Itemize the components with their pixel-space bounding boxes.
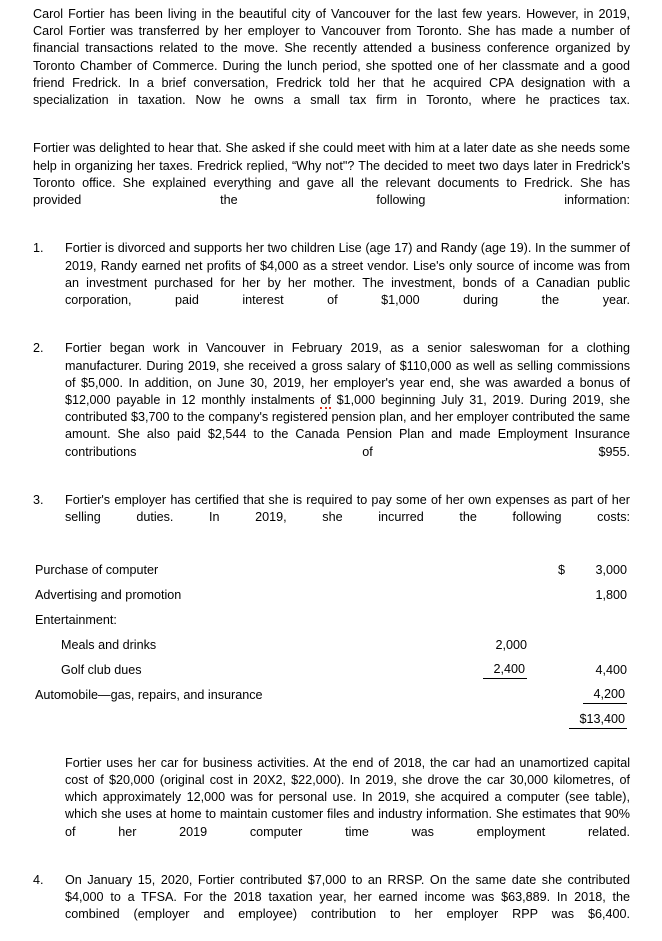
expense-outer-amount: 1,800 bbox=[595, 588, 627, 603]
list-item-2-text-before-error: Fortier began work in Vancouver in February 2019, as a senior saleswoman for a clothing manufacturer. During 2019, she received a gross salary of $110,000 as well as selling commissions of $5,000. In addition, on June 30, 2019, her employer's year end, she was awarded a bonus of $12,000 payable in 12 monthly instalments bbox=[65, 341, 630, 408]
spellcheck-error-word: of bbox=[320, 393, 331, 408]
expense-outer-amount-underlined: 4,200 bbox=[565, 683, 627, 708]
expense-table bbox=[35, 558, 627, 733]
expense-label: Meals and drinks bbox=[61, 638, 157, 653]
expense-currency-symbol bbox=[527, 583, 565, 608]
expense-currency-symbol bbox=[527, 683, 565, 708]
paragraph-intro: Carol Fortier has been living in the beautiful city of Vancouver for the last few years. However, in 2019, Carol Fortier was transferred by her employer to Vancouver from Toronto. She has made a number of financial transactions related to the move. She recently attended a business conference organized by Toronto Chamber of Commerce. During the lunch period, she spotted one of her classmate and a good friend Fredrick. In a brief conversation, Fredrick told her that he acquired CPA designation with a specialization in taxation. Now he owns a small tax firm in Toronto, where he practices tax. bbox=[33, 7, 630, 108]
expense-total-inner-empty bbox=[461, 708, 527, 733]
list-item-1-text: Fortier is divorced and supports her two children Lise (age 17) and Randy (age 19). In the summer of 2019, Randy earned net profits of $4,000 as a street vendor. Lise's only source of income was from an investment purchased for her by her mother. The investment, bonds of a Canadian public corporation, paid interest of $1,000 during the year. bbox=[65, 241, 630, 308]
expense-total-amount: $13,400 bbox=[565, 708, 627, 733]
list-item-3-text: Fortier's employer has certified that she is required to pay some of her own expenses as part of her selling duties. In 2019, she incurred the following costs: bbox=[65, 493, 630, 525]
list-item-2-number: 2. bbox=[33, 341, 44, 356]
expense-inner-amount bbox=[461, 558, 527, 583]
list-item-4-number: 4. bbox=[33, 872, 44, 887]
expense-outer-amount: 4,400 bbox=[595, 663, 627, 678]
table-row bbox=[35, 633, 627, 658]
table-row bbox=[35, 583, 627, 608]
expense-inner-amount: 2,000 bbox=[495, 638, 527, 653]
list-item-1-number: 1. bbox=[33, 241, 44, 256]
expense-label: Purchase of computer bbox=[35, 563, 159, 578]
table-row bbox=[35, 608, 627, 633]
table-row bbox=[35, 658, 627, 683]
table-row-total bbox=[35, 708, 627, 733]
expense-inner-amount bbox=[461, 583, 527, 608]
expense-inner-amount bbox=[461, 608, 527, 633]
list-item-2-text-after-error: $1,000 beginning July 31, 2019. During 2019, she contributed $3,700 to the company's registered pension plan, and her employer contributed the same amount. She also paid $2,544 to the Canada Pension Plan and made Employment Insurance contributions of $955. bbox=[65, 393, 630, 459]
table-row bbox=[35, 558, 627, 583]
expense-outer-amount bbox=[565, 608, 627, 633]
expense-currency-symbol bbox=[527, 608, 565, 633]
expense-total-label-empty bbox=[35, 708, 461, 733]
paragraph-car-and-computer: Fortier uses her car for business activities. At the end of 2018, the car had an unamortized capital cost of $20,000 (original cost in 20X2, $22,000). In 2019, she drove the car 30,000 kilometres, of which approximately 12,000 was for personal use. In 2019, she acquired a computer (see table), which she uses at home to maintain customer files and industry information. She estimates that 90% of her 2019 computer time was employment related. bbox=[65, 755, 630, 839]
expense-inner-amount-subtotal-underlined: 2,400 bbox=[461, 658, 527, 683]
list-item-3 bbox=[33, 492, 630, 544]
expense-label: Automobile—gas, repairs, and insurance bbox=[35, 688, 263, 703]
list-item-2 bbox=[33, 340, 630, 478]
expense-currency-symbol: $ bbox=[557, 563, 565, 578]
list-item-4-text: On January 15, 2020, Fortier contributed $7,000 to an RRSP. On the same date she contributed $4,000 to a TFSA. For the 2018 taxation year, her earned income was $63,889. In 2018, the combined (employer and employee) contribution to her employer RPP was $6,400. bbox=[65, 872, 630, 922]
list-item-1 bbox=[33, 240, 630, 326]
expense-table-body bbox=[35, 558, 627, 733]
table-row bbox=[35, 683, 627, 708]
expense-outer-amount bbox=[565, 633, 627, 658]
expense-label: Golf club dues bbox=[61, 663, 142, 678]
expense-label: Entertainment: bbox=[35, 613, 117, 628]
expense-inner-amount bbox=[461, 683, 527, 708]
list-item-2-text bbox=[65, 340, 630, 478]
expense-currency-symbol bbox=[527, 633, 565, 658]
list-item-3-number: 3. bbox=[33, 493, 44, 508]
expense-total-dollar-empty bbox=[527, 708, 565, 733]
expense-label: Advertising and promotion bbox=[35, 588, 182, 603]
list-item-4 bbox=[33, 872, 630, 941]
expense-outer-amount: 3,000 bbox=[595, 563, 627, 578]
expense-currency-symbol bbox=[527, 658, 565, 683]
paragraph-meeting: Fortier was delighted to hear that. She asked if she could meet with him at a later date as she needs some help in organizing her taxes. Fredrick replied, “Why not"? The decided to meet two days later in Fredrick's Toronto office. She explained everything and gave all the relevant documents to Fredrick. She has provided the following information: bbox=[33, 141, 630, 208]
